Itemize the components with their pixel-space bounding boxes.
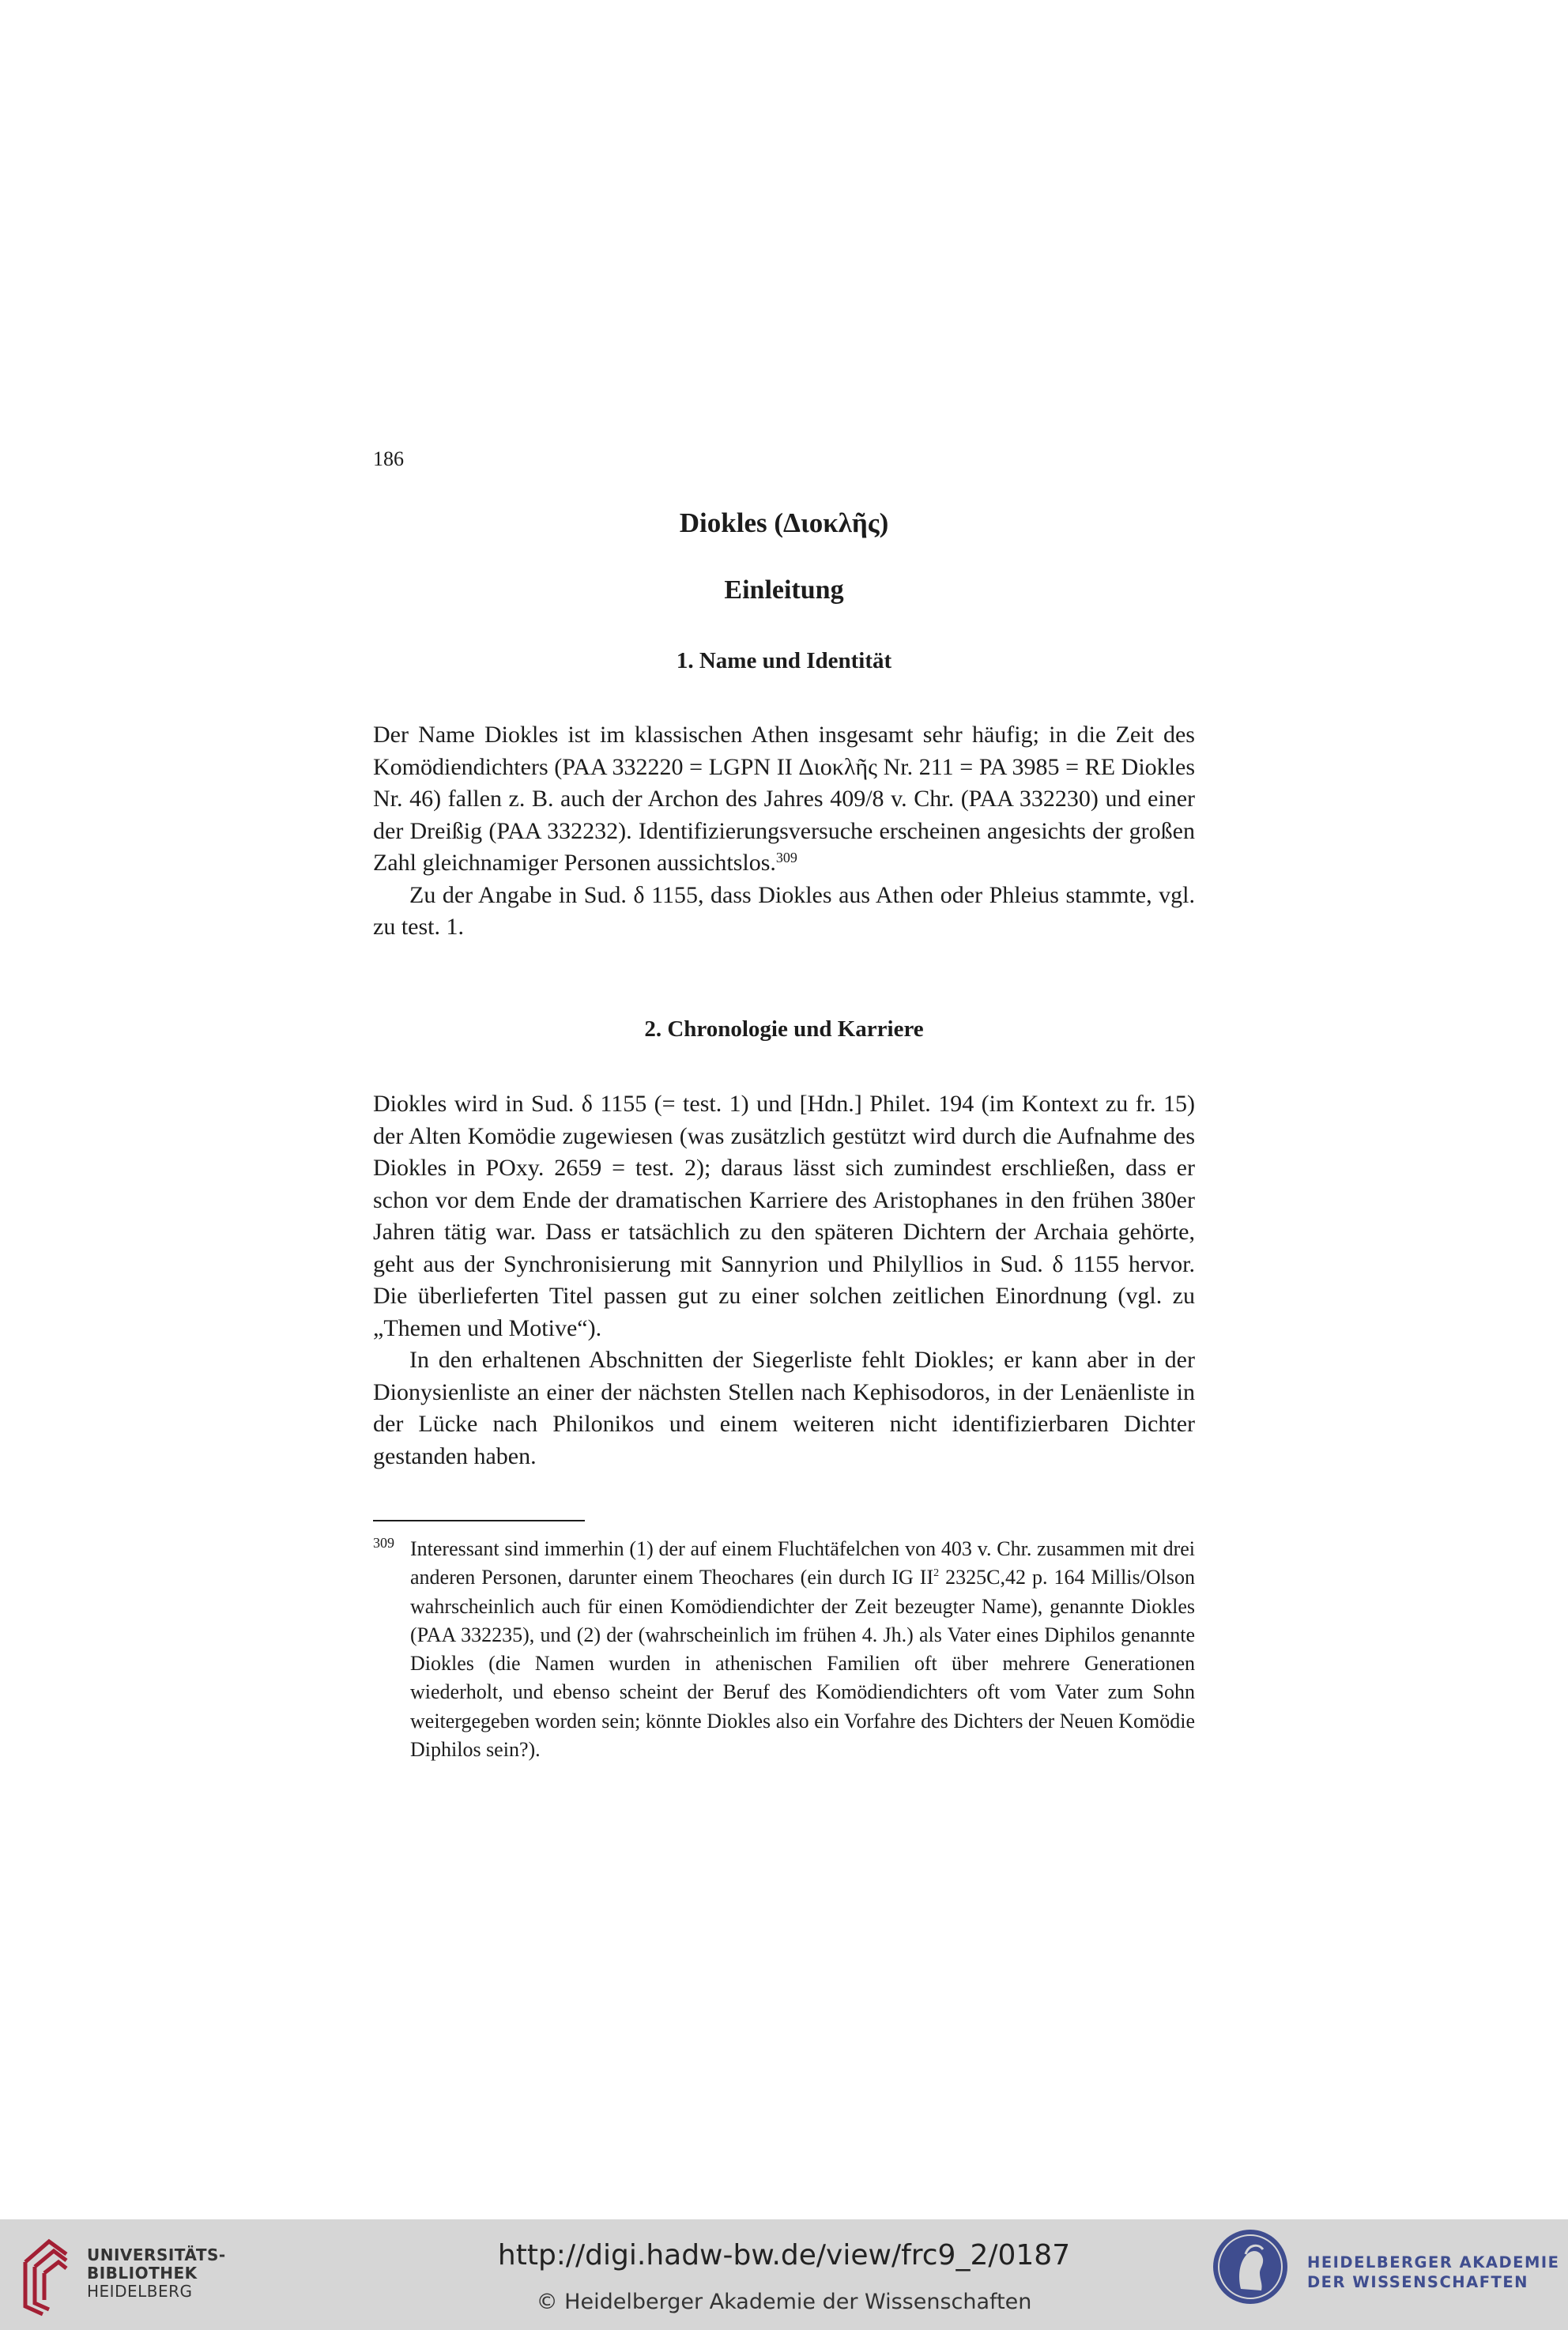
page-number: 186 <box>373 447 404 470</box>
footnote <box>373 1535 1195 1764</box>
paragraph: Diokles wird in Sud. δ 1155 (= test. 1) und [Hdn.] Philet. 194 (im Kontext zu fr. 15) der Alten Komödie zugewiesen (was zusätzlich gestützt wird durch die Aufnahme des Diokles in POxy. 2659 = test. 2); daraus lässt sich zumindest erschließen, dass er schon vor dem Ende der dramatischen Karriere des Aristophanes in den frühen 380er Jahren tätig war. Dass er tatsächlich zu den späteren Dichtern der Archaia gehörte, geht aus der Synchronisierung mit Sannyrion und Philyllios in Sud. δ 1155 hervor. Die überlieferten Titel passen gut zu einer solchen zeitlichen Einordnung (vgl. zu „Themen und Motive“). <box>373 1091 1195 1341</box>
paragraph: Zu der Angabe in Sud. δ 1155, dass Diokles aus Athen oder Phleius stammte, vgl. zu test. 1. <box>373 881 1195 940</box>
section-heading-name: 1. Name und Identität <box>676 648 892 673</box>
chapter-subtitle: Einleitung <box>724 575 844 605</box>
footnote-text: Interessant sind immerhin (1) der auf einem Fluchtäfelchen von 403 v. Chr. zusammen mit drei anderen Personen, darunter einem Theochares (ein durch IG $II^2$ 2325C,42 p. 164 Millis/Olson wahrscheinlich auch für einen Komödiendichter der Zeit bezeugter Name), genannte Diokles (PAA 332235), und (2) der (wahrscheinlich im frühen 4. Jh.) als Vater eines Diphilos genannte Diokles (die Namen wurden in athenischen Familien oft über mehrere Generationen wiederholt, und ebenso scheint der Beruf des Komödiendichters oft vom Vater zum Sohn weitergegeben worden sein; könnte Diokles also ein Vorfahre des Dichters der Neuen Komödie Diphilos sein?). <box>410 1537 1195 1762</box>
section-heading-chronology: 2. Chronologie und Karriere <box>644 1016 924 1042</box>
academy-seal-icon[interactable] <box>1211 2227 1290 2306</box>
academy-name: HEIDELBERGER AKADEMIE DER WISSENSCHAFTEN <box>1307 2253 1560 2291</box>
footer-copyright: © Heidelberger Akademie der Wissenschaften <box>536 2290 1032 2314</box>
section-body-chronology <box>373 1088 1195 1472</box>
paragraph: Der Name Diokles ist im klassischen Athen insgesamt sehr häufig; in die Zeit des Komödiendichters (PAA 332220 = LGPN II Διοκλῆς Nr. 211 = PA 3985 = RE Diokles Nr. 46) fallen z. B. auch der Archon des Jahres 409/8 v. Chr. (PAA 332230) und einer der Dreißig (PAA 332232). Identifizierungsversuche erscheinen angesichts der großen Zahl gleichnamiger Personen aussichtslos.$^{309}$ <box>373 722 1195 876</box>
footer-url-link[interactable]: http://digi.hadw-bw.de/view/frc9_2/0187 <box>497 2239 1071 2272</box>
footnote-rule <box>373 1520 585 1521</box>
footnote-ref[interactable]: 309 <box>775 850 797 865</box>
footnote-number: 309 <box>373 1535 394 1551</box>
paragraph: In den erhaltenen Abschnitten der Siegerliste fehlt Diokles; er kann aber in der Dionysienliste an einer der nächsten Stellen nach Kephisodoros, in der Lenäenliste in der Lücke nach Philonikos und einem weiteren nicht identifizierbaren Dichter gestanden haben. <box>373 1347 1195 1469</box>
chapter-title: Diokles (Διοκλῆς) <box>679 507 889 538</box>
university-library-name: UNIVERSITÄTS- BIBLIOTHEK HEIDELBERG <box>87 2245 226 2301</box>
section-body-name <box>373 719 1195 944</box>
